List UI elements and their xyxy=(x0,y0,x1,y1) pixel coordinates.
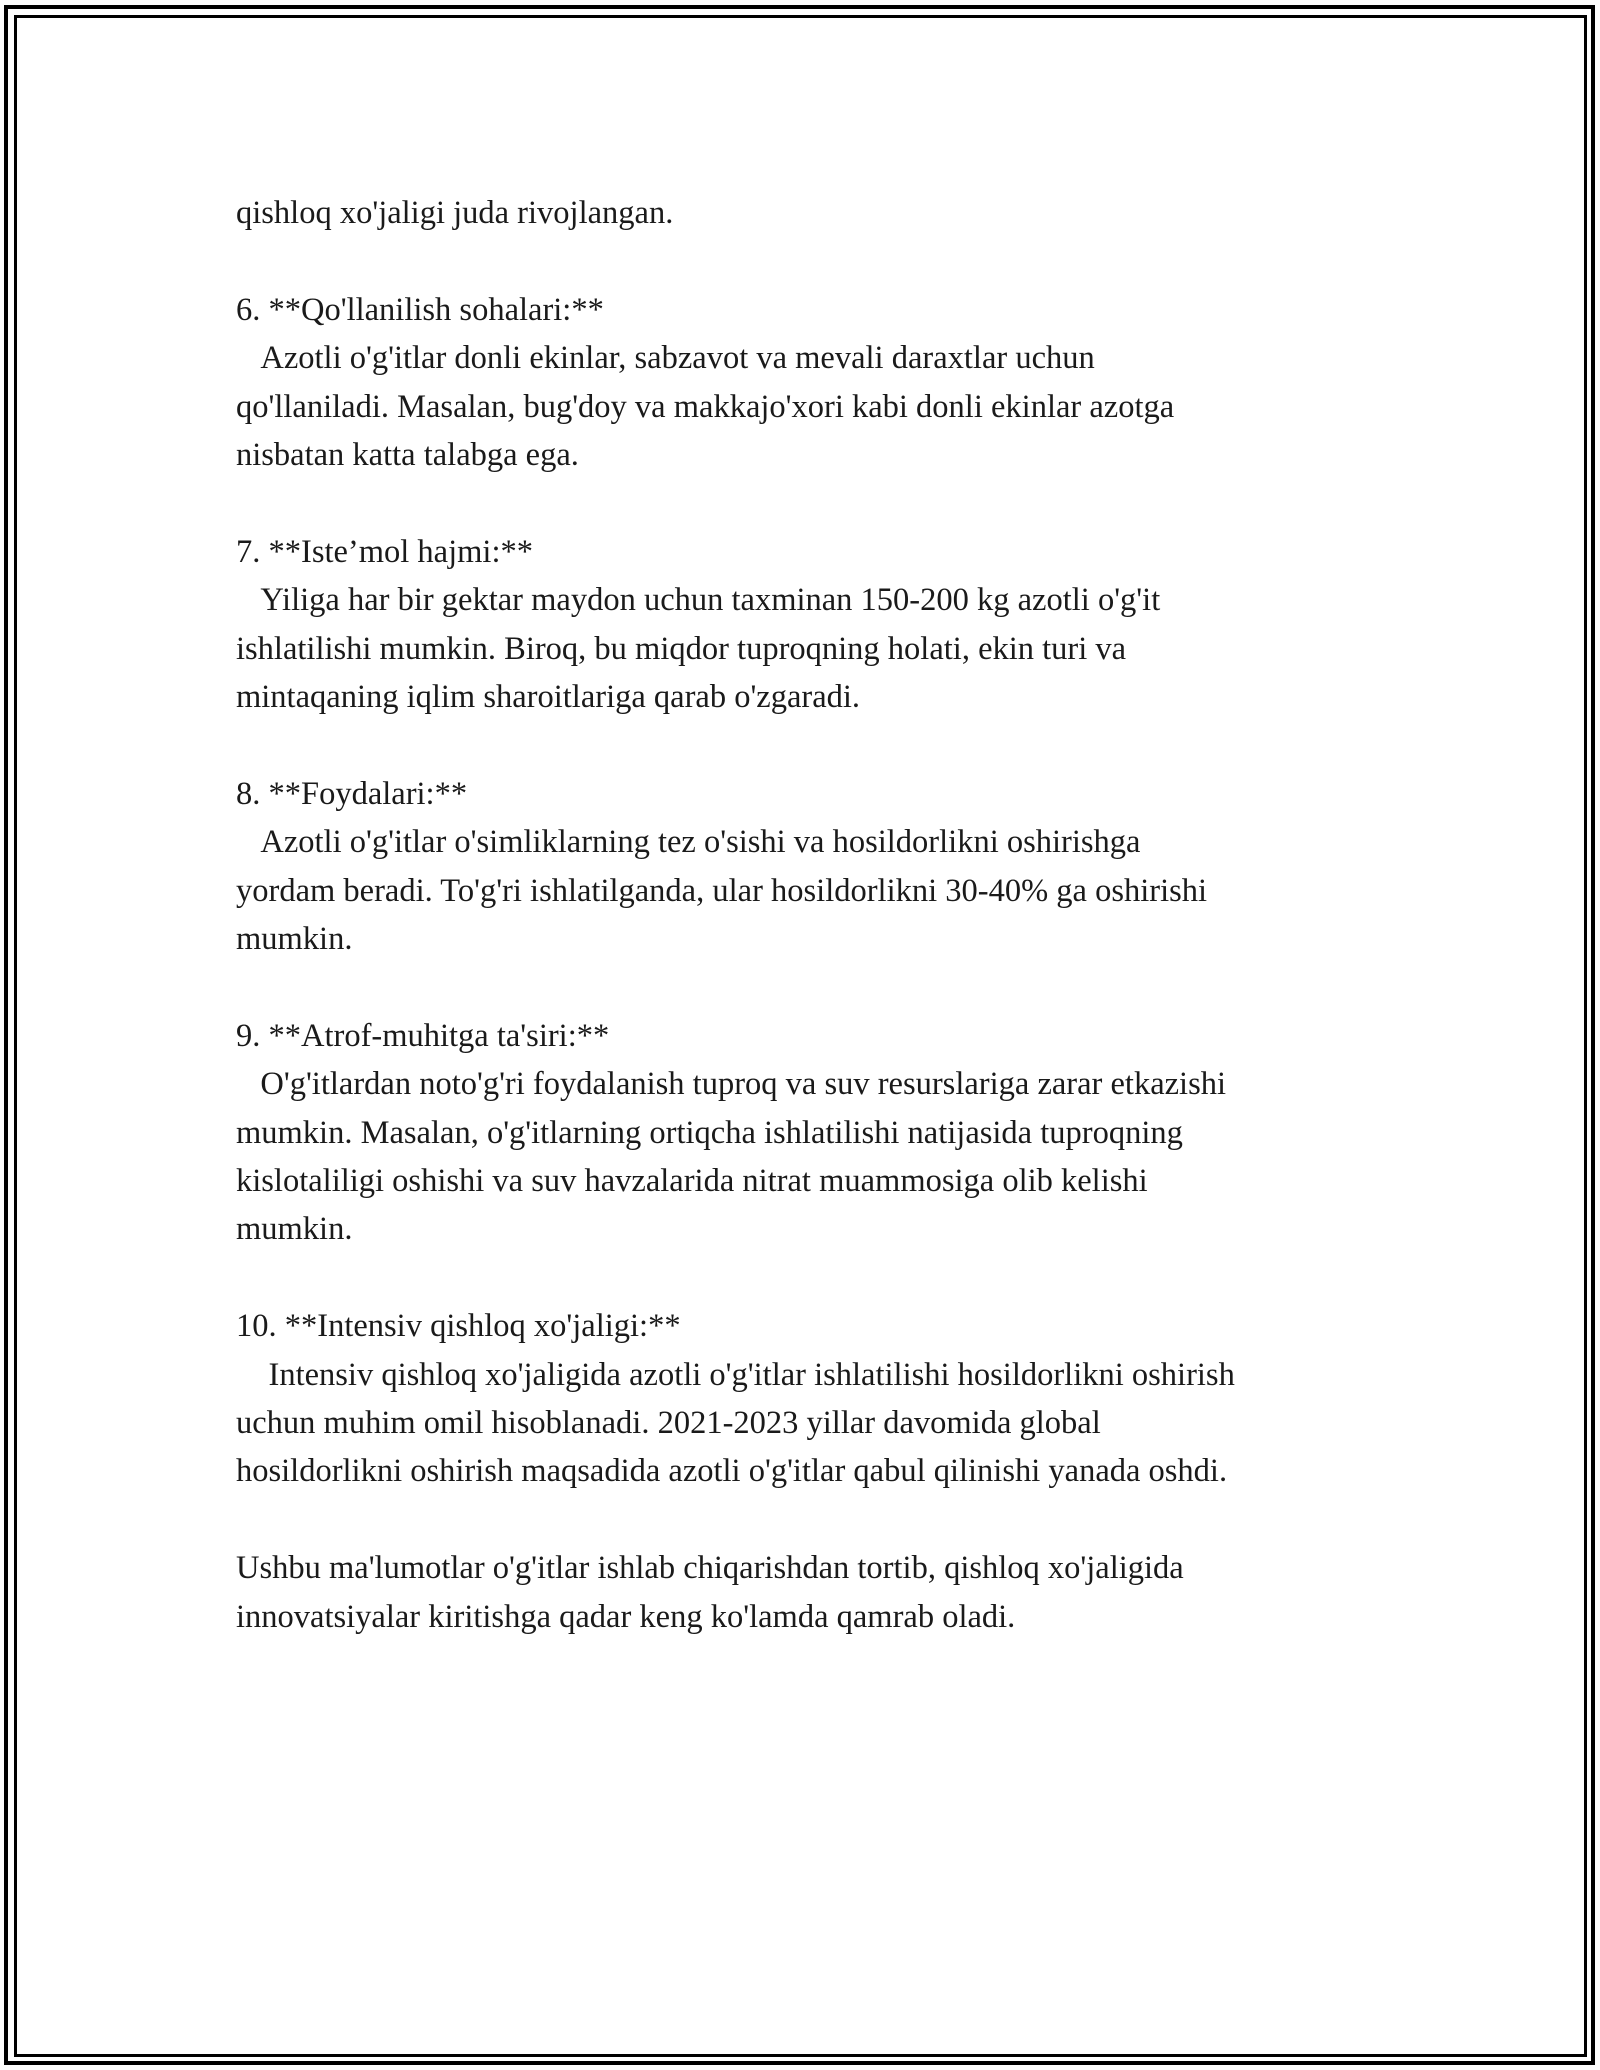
conclusion-line: innovatsiyalar kiritishga qadar keng ko'lamda qamrab oladi. xyxy=(236,1598,1016,1635)
section-line: Yiliga har bir gektar maydon uchun taxminan 150-200 kg azotli o'g'it xyxy=(236,582,1161,619)
section-line: uchun muhim omil hisoblanadi. 2021-2023 yillar davomida global xyxy=(236,1405,1101,1442)
section-line: kislotaliligi oshishi va suv havzalarida nitrat muammosiga olib kelishi xyxy=(236,1163,1148,1200)
section-8 xyxy=(236,770,1396,964)
section-line: qo'llaniladi. Masalan, bug'doy va makkajo'xori kabi donli ekinlar azotga xyxy=(236,388,1175,425)
paragraph-gap xyxy=(236,237,1396,285)
section-line: mintaqaning iqlim sharoitlariga qarab o'zgaradi. xyxy=(236,679,861,716)
section-line: Azotli o'g'itlar donli ekinlar, sabzavot va mevali daraxtlar uchun xyxy=(236,340,1095,377)
section-line: ishlatilishi mumkin. Biroq, bu miqdor tuproqning holati, ekin turi va xyxy=(236,630,1127,667)
section-6 xyxy=(236,286,1396,480)
paragraph-gap xyxy=(236,479,1396,527)
section-line: Azotli o'g'itlar o'simliklarning tez o'sishi va hosildorlikni oshirishga xyxy=(236,824,1141,861)
section-heading: 10. **Intensiv qishloq xo'jaligi:** xyxy=(236,1308,681,1345)
section-line: hosildorlikni oshirish maqsadida azotli o'g'itlar qabul qilinishi yanada oshdi. xyxy=(236,1453,1228,1490)
paragraph-gap xyxy=(236,721,1396,769)
section-heading: 7. **Iste’mol hajmi:** xyxy=(236,533,533,570)
section-line: mumkin. Masalan, o'g'itlarning ortiqcha ishlatilishi natijasida tuproqning xyxy=(236,1114,1183,1151)
paragraph-gap xyxy=(236,1496,1396,1544)
section-line: yordam beradi. To'g'ri ishlatilganda, ular hosildorlikni 30-40% ga oshirishi xyxy=(236,872,1208,909)
section-heading: 8. **Foydalari:** xyxy=(236,775,468,812)
paragraph-gap xyxy=(236,1254,1396,1302)
intro-tail: qishloq xo'jaligi juda rivojlangan. xyxy=(236,195,674,231)
section-line: O'g'itlardan noto'g'ri foydalanish tuproq va suv resurslariga zarar etkazishi xyxy=(236,1066,1226,1103)
section-line: Intensiv qishloq xo'jaligida azotli o'g'itlar ishlatilishi hosildorlikni oshirish xyxy=(236,1356,1235,1393)
section-heading: 6. **Qo'llanilish sohalari:** xyxy=(236,291,604,328)
section-7 xyxy=(236,528,1396,722)
section-heading: 9. **Atrof-muhitga ta'siri:** xyxy=(236,1017,610,1054)
paragraph-gap xyxy=(236,963,1396,1011)
section-10 xyxy=(236,1302,1396,1496)
conclusion-line: Ushbu ma'lumotlar o'g'itlar ishlab chiqarishdan tortib, qishloq xo'jaligida xyxy=(236,1550,1184,1587)
section-line: mumkin. xyxy=(236,1211,353,1248)
section-line: mumkin. xyxy=(236,921,353,958)
section-line: nisbatan katta talabga ega. xyxy=(236,437,579,474)
document-body xyxy=(236,189,1396,1641)
conclusion xyxy=(236,1544,1396,1641)
section-9 xyxy=(236,1012,1396,1254)
